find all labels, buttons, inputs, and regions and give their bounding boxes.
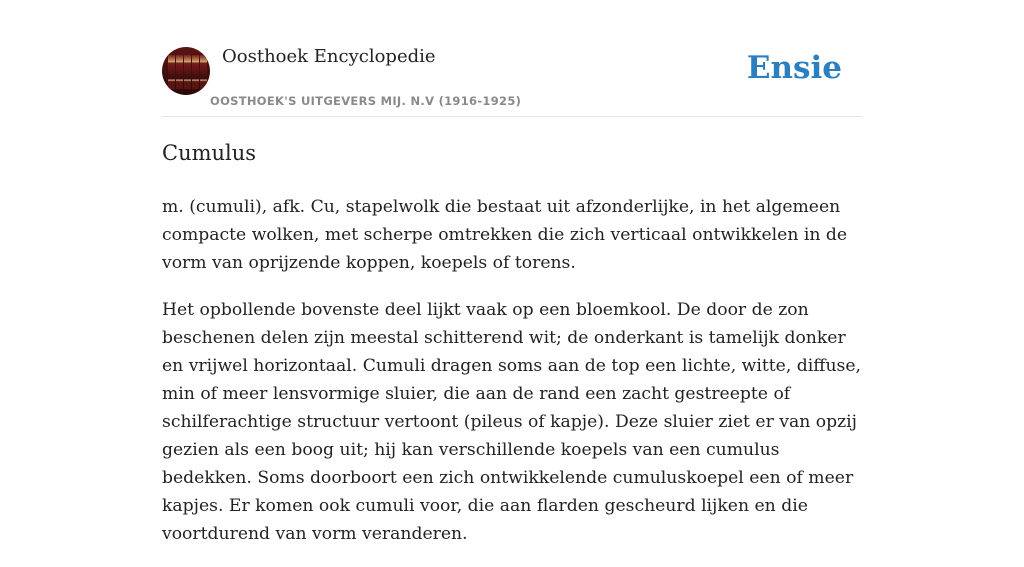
book-spine-icon [168, 55, 175, 89]
source-name[interactable]: Oosthoek Encyclopedie [222, 46, 436, 67]
article-title: Cumulus [162, 141, 257, 165]
book-spine-icon [184, 55, 191, 89]
source-subtitle: OOSTHOEK'S UITGEVERS MIJ. N.V (1916-1925) [210, 94, 522, 108]
source-avatar[interactable] [162, 47, 210, 95]
article-paragraph: m. (cumuli), afk. Cu, stapelwolk die bestaat uit afzonderlijke, in het algemeen compacte wolken, met scherpe omtrekken die zich verticaal ontwikkelen in de vorm van oprijzende koppen, koepels of torens. [162, 197, 848, 273]
article-body [162, 193, 872, 567]
source-header [162, 0, 862, 117]
brand-logo[interactable]: Ensie [746, 50, 842, 86]
book-spine-icon [176, 55, 183, 89]
book-spine-icon [200, 55, 207, 89]
article-paragraph: Het opbollende bovenste deel lijkt vaak op een bloemkool. De door de zon beschenen delen zijn meestal schitterend wit; de onderkant is tamelijk donker en vrijwel horizontaal. Cumuli dragen soms aan de top een lichte, witte, diffuse, min of meer lensvormige sluier, die aan de rand een zacht gestreepte of schilferachtige structuur vertoont (pileus of kapje). Deze sluier ziet er van opzij gezien als een boog uit; hij kan verschillende koepels van een cumulus bedekken. Soms doorboort een zich ontwikkelende cumuluskoepel een of meer kapjes. Er komen ook cumuli voor, die aan flarden gescheurd lijken en die voortdurend van vorm veranderen. [162, 300, 862, 544]
article-page [162, 0, 862, 544]
book-spine-icon [192, 55, 199, 89]
